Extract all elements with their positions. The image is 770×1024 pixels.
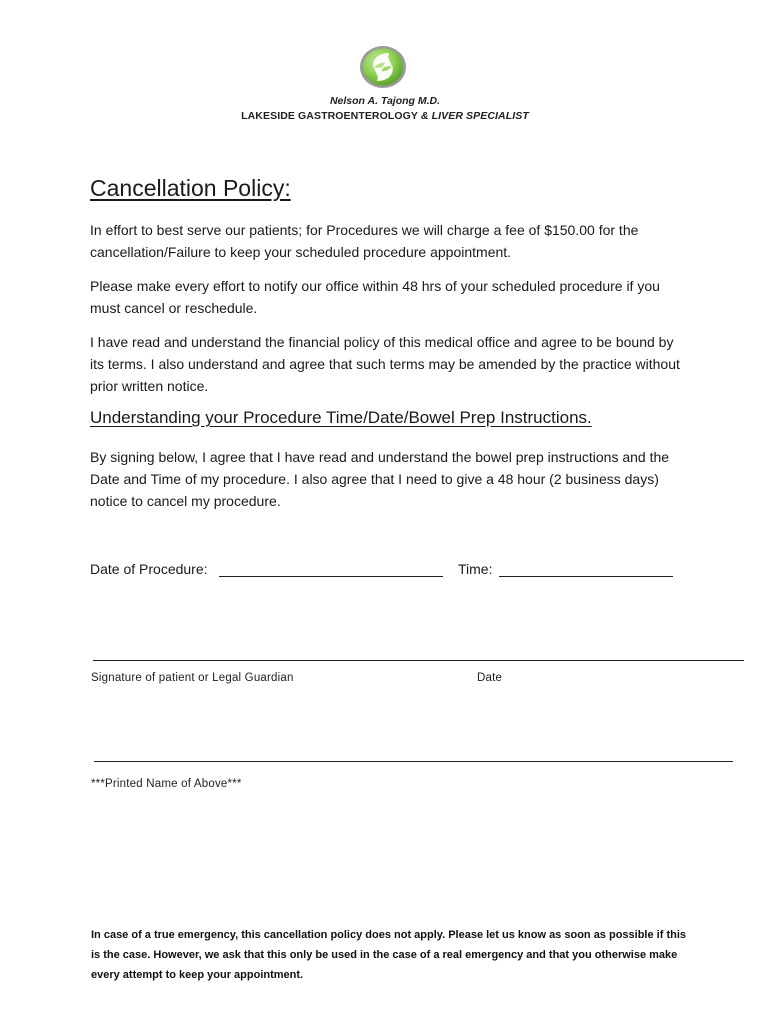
practice-connector: & (420, 110, 429, 122)
printed-name-field[interactable] (94, 761, 733, 762)
practice-name: LAKESIDE GASTROENTEROLOGY (241, 110, 418, 122)
emergency-note: In case of a true emergency, this cancellation policy does not apply. Please let us know as soon as possible if this is the case. However, we ask that this only be used in the case of a real emergency and that you otherwise make every attempt to keep your appointment. (91, 929, 686, 981)
time-label: Time: (458, 561, 493, 577)
understanding-paragraph: By signing below, I agree that I have read and understand the bowel prep instructions and the Date and Time of my procedure. I also agree that I need to give a 48 hour (2 business days) notice to cancel my procedure. (90, 449, 670, 509)
practice-name-line (0, 110, 770, 122)
understanding-title: Understanding your Procedure Time/Date/Bowel Prep Instructions. (90, 408, 592, 427)
swirl-logo-icon (359, 45, 407, 89)
signature-date-label: Date (477, 672, 503, 684)
doctor-name: Nelson A. Tajong M.D. (329, 95, 441, 107)
policy-paragraph-notify: Please make every effort to notify our office within 48 hrs of your scheduled procedure if you must cancel or reschedule. (90, 278, 660, 316)
policy-paragraph-fee: In effort to best serve our patients; for Procedures we will charge a fee of $150.00 for the cancellation/Failure to keep your scheduled procedure appointment. (90, 222, 639, 260)
signature-field[interactable] (93, 660, 744, 661)
signature-label: Signature of patient or Legal Guardian (91, 672, 294, 684)
policy-paragraph-agreement: I have read and understand the financial policy of this medical office and agree to be bound by its terms. I also understand and agree that such terms may be amended by the practice without prior written notice. (90, 334, 680, 394)
date-of-procedure-label: Date of Procedure: (90, 561, 208, 577)
time-field[interactable] (499, 576, 673, 577)
practice-suffix: LIVER SPECIALIST (431, 110, 529, 122)
date-of-procedure-field[interactable] (219, 576, 443, 577)
printed-name-label: ***Printed Name of Above*** (91, 778, 242, 790)
policy-title: Cancellation Policy: (90, 175, 291, 201)
